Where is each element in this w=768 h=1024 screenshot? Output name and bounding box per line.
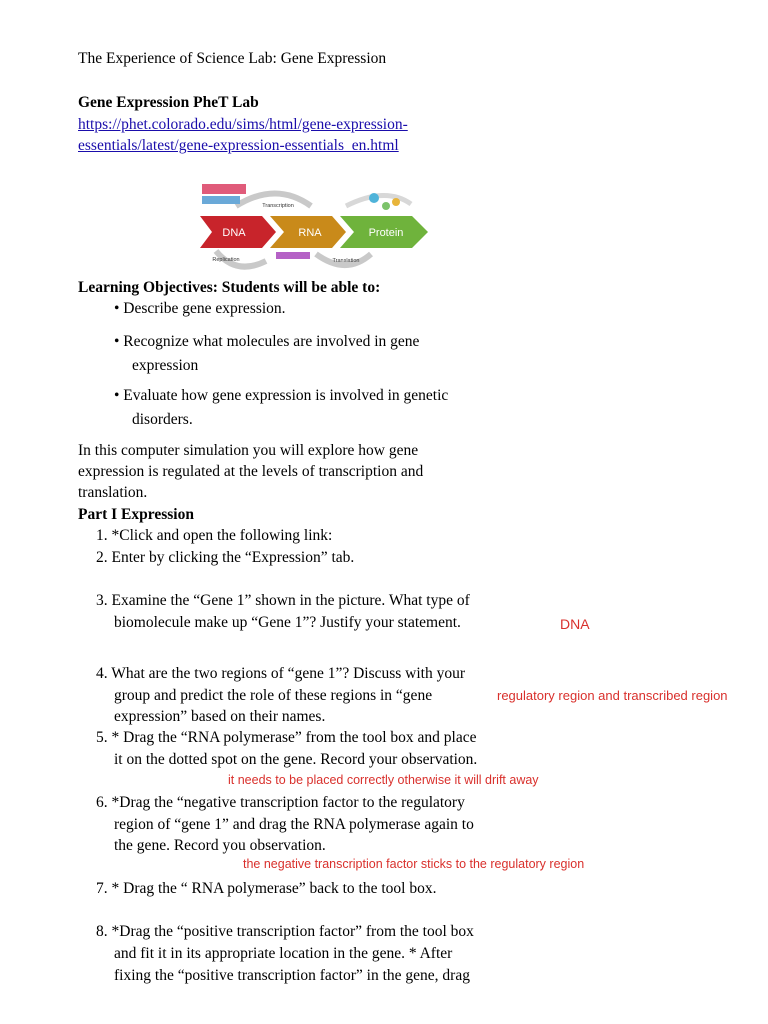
molecule-icon — [369, 193, 379, 203]
translation-label: Translation — [332, 258, 360, 264]
objective-item: • Describe gene expression. — [114, 300, 286, 317]
transcription-label: Transcription — [262, 203, 294, 209]
objective-item: • Recognize what molecules are involved in gene — [114, 333, 420, 350]
answer-5: it needs to be placed correctly otherwise it will drift away — [228, 773, 539, 787]
part-heading: Part I Expression — [78, 506, 194, 523]
gene-expression-figure — [196, 176, 436, 284]
step-4-line: 4. What are the two regions of “gene 1”? Discuss with your — [96, 665, 466, 682]
document-title: The Experience of Science Lab: Gene Expression — [78, 50, 387, 67]
step-6-line: region of “gene 1” and drag the RNA polymerase again to — [114, 816, 474, 833]
step-4-line: expression” based on their names. — [114, 708, 326, 725]
intro-line: In this computer simulation you will explore how gene — [78, 442, 419, 459]
answer-3: DNA — [560, 616, 590, 632]
step-8-line: and fit it in its appropriate location in the gene. * After — [114, 945, 453, 962]
dna-strand-icon — [202, 184, 246, 194]
step-5-line: it on the dotted spot on the gene. Record your observation. — [114, 751, 478, 768]
step-8-line: 8. *Drag the “positive transcription factor” from the tool box — [96, 923, 474, 940]
objectives-heading: Learning Objectives: Students will be able to: — [78, 279, 381, 296]
answer-4: regulatory region and transcribed region — [497, 688, 728, 703]
step-3-line: 3. Examine the “Gene 1” shown in the picture. What type of — [96, 592, 470, 609]
rna-label: RNA — [298, 227, 322, 239]
answer-6: the negative transcription factor sticks to the regulatory region — [243, 857, 585, 871]
step-7: 7. * Drag the “ RNA polymerase” back to the tool box. — [96, 880, 437, 897]
step-8-line: fixing the “positive transcription factor” in the gene, drag — [114, 967, 470, 984]
phet-link-line1[interactable]: https://phet.colorado.edu/sims/html/gene-expression- — [78, 116, 408, 133]
objective-item: • Evaluate how gene expression is involved in genetic — [114, 387, 449, 404]
replication-label: Replication — [212, 257, 240, 263]
intro-line: translation. — [78, 484, 148, 501]
protein-label: Protein — [368, 227, 404, 239]
intro-line: expression is regulated at the levels of transcription and — [78, 463, 424, 480]
dna-strand-icon-2 — [202, 196, 240, 204]
objective-item-continued: disorders. — [132, 411, 193, 428]
step-2: 2. Enter by clicking the “Expression” tab. — [96, 549, 355, 566]
molecule-icon-3 — [392, 198, 400, 206]
step-4-line: group and predict the role of these regions in “gene — [114, 687, 433, 704]
step-6-line: 6. *Drag the “negative transcription factor to the regulatory — [96, 794, 465, 811]
step-6-line: the gene. Record you observation. — [114, 837, 326, 854]
dna-label: DNA — [222, 227, 246, 239]
step-1: 1. *Click and open the following link: — [96, 527, 333, 544]
step-3-line: biomolecule make up “Gene 1”? Justify your statement. — [114, 614, 461, 631]
lab-heading: Gene Expression PheT Lab — [78, 94, 259, 111]
rna-strand-icon — [276, 252, 310, 259]
molecule-icon-2 — [382, 202, 390, 210]
objective-item-continued: expression — [132, 357, 199, 374]
phet-link-line2[interactable]: essentials/latest/gene-expression-essentials_en.html — [78, 137, 399, 154]
step-5-line: 5. * Drag the “RNA polymerase” from the tool box and place — [96, 729, 477, 746]
